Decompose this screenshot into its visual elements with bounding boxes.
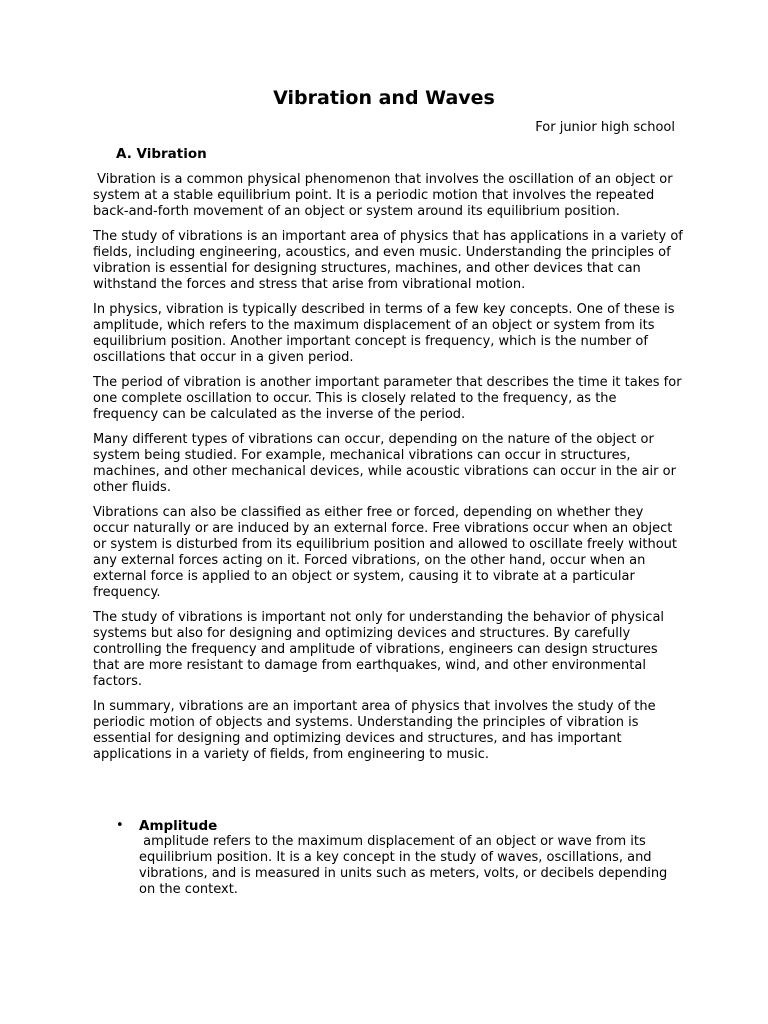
paragraph: Vibrations can also be classified as either free or forced, depending on whether they occur naturally or are induced by an external force. Free vibrations occur when an object or system is disturbed from its equilibrium position and allowed to oscillate freely without any external forces acting on it. Forced vibrations, on the other hand, occur when an external force is applied to an object or system, causing it to vibrate at a particular frequency. xyxy=(93,505,682,600)
paragraph: The period of vibration is another important parameter that describes the time it takes for one complete oscillation to occur. This is closely related to the frequency, as the frequency can be calculated as the inverse of the period. xyxy=(93,375,686,422)
paragraph: In summary, vibrations are an important area of physics that involves the study of the periodic motion of objects and systems. Understanding the principles of vibration is essential for designing and optimizing devices and structures, and has important applications in a variety of fields, from engineering to music. xyxy=(93,699,660,762)
paragraph: In physics, vibration is typically described in terms of a few key concepts. One of these is amplitude, which refers to the maximum displacement of an object or system from its equilibrium position. Another important concept is frequency, which is the number of oscillations that occur in a given period. xyxy=(93,302,679,365)
paragraph: The study of vibrations is an important area of physics that has applications in a variety of fields, including engineering, acoustics, and even music. Understanding the principles of vibration is essential for designing structures, machines, and other devices that can withstand the forces and stress that arise from vibrational motion. xyxy=(93,229,688,292)
paragraph: Many different types of vibrations can occur, depending on the nature of the object or system being studied. For example, mechanical vibrations can occur in structures, machines, and other mechanical devices, while acoustic vibrations can occur in the air or other fluids. xyxy=(93,432,681,495)
section-body xyxy=(93,172,688,772)
bullet-body: amplitude refers to the maximum displacement of an object or wave from its equilibrium position. It is a key concept in the study of waves, oscillations, and vibrations, and is measured in units such as meters, volts, or decibels depending on the context. xyxy=(139,834,672,897)
section-heading-vibration: A. Vibration xyxy=(116,146,207,162)
document-subtitle: For junior high school xyxy=(535,120,675,135)
bullet-marker: • xyxy=(116,818,124,833)
document-title: Vibration and Waves xyxy=(273,87,495,109)
paragraph: The study of vibrations is important not only for understanding the behavior of physical systems but also for designing and optimizing devices and structures. By carefully controlling the frequency and amplitude of vibrations, engineers can design structures that are more resistant to damage from earthquakes, wind, and other environmental factors. xyxy=(93,610,669,689)
bullet-heading: Amplitude xyxy=(139,818,218,834)
bullet-content xyxy=(139,818,683,898)
paragraph: Vibration is a common physical phenomenon that involves the oscillation of an object or system at a stable equilibrium point. It is a periodic motion that involves the repeated back-and-forth movement of an object or system around its equilibrium position. xyxy=(93,172,677,219)
